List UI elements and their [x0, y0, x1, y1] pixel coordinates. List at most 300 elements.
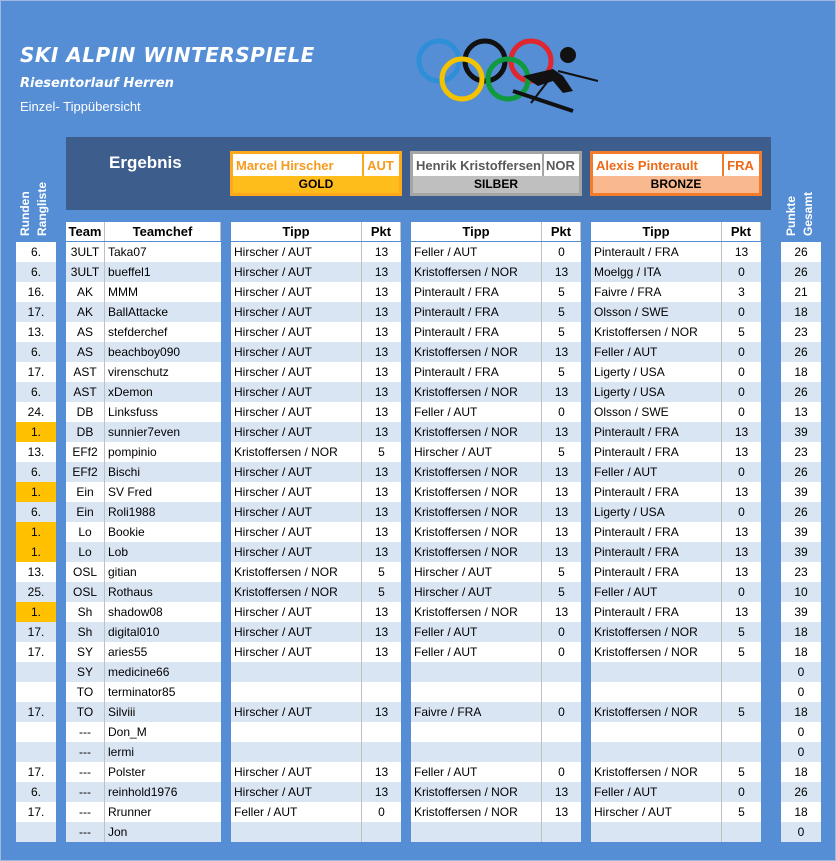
total-cell: 18: [781, 642, 821, 662]
tipp-3-cell: [591, 682, 722, 702]
pkt-1-cell: 5: [362, 562, 401, 582]
pkt-1-cell: 13: [362, 282, 401, 302]
total-cell: 13: [781, 402, 821, 422]
tipp-2-cell: Kristoffersen / NOR: [411, 482, 542, 502]
pkt-1-cell: 13: [362, 242, 401, 262]
team-cell: ---: [66, 762, 105, 782]
pkt-3-cell: 0: [722, 262, 761, 282]
teamchef-cell: aries55: [105, 642, 221, 662]
tipp-3-cell: Ligerty / USA: [591, 382, 722, 402]
tipp-3-cell: Pinterault / FRA: [591, 442, 722, 462]
result-label: Ergebnis: [109, 153, 182, 172]
tipp-3-cell: [591, 822, 722, 842]
tipp-3-cell: Pinterault / FRA: [591, 422, 722, 442]
pkt-3-cell: [722, 742, 761, 762]
pkt-3-cell: 0: [722, 302, 761, 322]
tipp-1-cell: Hirscher / AUT: [231, 622, 362, 642]
pkt-3-cell: 13: [722, 602, 761, 622]
tipp-2-cell: Kristoffersen / NOR: [411, 542, 542, 562]
pkt-3-cell: [722, 722, 761, 742]
rank-cell: 1.: [16, 542, 56, 562]
team-cell: Lo: [66, 522, 105, 542]
tipp-3-cell: Hirscher / AUT: [591, 802, 722, 822]
col-header-pkt-2: Pkt: [542, 222, 581, 241]
pkt-3-cell: 13: [722, 522, 761, 542]
gesamt-header: Gesamt: [801, 191, 815, 236]
tipp-2-cell: Pinterault / FRA: [411, 282, 542, 302]
tipp-2-cell: Hirscher / AUT: [411, 562, 542, 582]
rank-cell: 16.: [16, 282, 56, 302]
pkt-3-cell: 0: [722, 782, 761, 802]
tipp-1-cell: Kristoffersen / NOR: [231, 442, 362, 462]
rank-cell: 13.: [16, 322, 56, 342]
teamchef-cell: Roli1988: [105, 502, 221, 522]
tipp-1-cell: Hirscher / AUT: [231, 342, 362, 362]
bronze-name: Alexis Pinterault: [593, 154, 724, 178]
tipp-1-cell: [231, 722, 362, 742]
team-cell: SY: [66, 662, 105, 682]
rank-cell: 25.: [16, 582, 56, 602]
pkt-2-cell: 13: [542, 782, 581, 802]
pkt-1-cell: 13: [362, 782, 401, 802]
teamchef-cell: terminator85: [105, 682, 221, 702]
team-cell: SY: [66, 642, 105, 662]
tipp-2-cell: Kristoffersen / NOR: [411, 802, 542, 822]
pkt-2-cell: 0: [542, 402, 581, 422]
tipp-1-cell: Hirscher / AUT: [231, 302, 362, 322]
tipp-3-cell: Kristoffersen / NOR: [591, 702, 722, 722]
teamchef-cell: shadow08: [105, 602, 221, 622]
pkt-3-cell: [722, 682, 761, 702]
tipp-1-cell: Feller / AUT: [231, 802, 362, 822]
tipp-2-cell: Feller / AUT: [411, 642, 542, 662]
rank-cell: 6.: [16, 242, 56, 262]
team-cell: ---: [66, 802, 105, 822]
total-cell: 26: [781, 242, 821, 262]
silver-name: Henrik Kristoffersen: [413, 154, 544, 178]
team-cell: 3ULT: [66, 262, 105, 282]
pkt-3-cell: 3: [722, 282, 761, 302]
rank-cell: 13.: [16, 442, 56, 462]
tipp-3-cell: Pinterault / FRA: [591, 602, 722, 622]
tipp-1-cell: Hirscher / AUT: [231, 322, 362, 342]
tipp-2-cell: Hirscher / AUT: [411, 442, 542, 462]
tipp-3-cell: [591, 722, 722, 742]
pkt-2-cell: 13: [542, 602, 581, 622]
team-cell: DB: [66, 402, 105, 422]
pkt-1-cell: [362, 742, 401, 762]
col-header-pkt-1: Pkt: [362, 222, 401, 241]
pkt-2-cell: 5: [542, 562, 581, 582]
gold-label: GOLD: [233, 176, 399, 193]
team-cell: AST: [66, 362, 105, 382]
col-header-teamchef: Teamchef: [105, 222, 221, 241]
pkt-2-cell: 0: [542, 702, 581, 722]
team-cell: Ein: [66, 482, 105, 502]
team-cell: EFf2: [66, 462, 105, 482]
rank-cell: 6.: [16, 782, 56, 802]
teamchef-cell: Jon: [105, 822, 221, 842]
teamchef-cell: Rrunner: [105, 802, 221, 822]
rank-cell: 17.: [16, 702, 56, 722]
punkte-header: Punkte: [784, 195, 798, 236]
pkt-1-cell: 13: [362, 342, 401, 362]
silver-nation: NOR: [546, 158, 575, 173]
rank-cell: [16, 682, 56, 702]
pkt-3-cell: 5: [722, 322, 761, 342]
tipp-2-cell: Kristoffersen / NOR: [411, 422, 542, 442]
team-cell: Ein: [66, 502, 105, 522]
tipp-2-cell: [411, 682, 542, 702]
rank-cell: [16, 742, 56, 762]
rank-cell: 17.: [16, 642, 56, 662]
teamchef-cell: xDemon: [105, 382, 221, 402]
tipp-3-cell: Kristoffersen / NOR: [591, 322, 722, 342]
tipp-1-cell: Hirscher / AUT: [231, 782, 362, 802]
tipp-3-cell: Pinterault / FRA: [591, 242, 722, 262]
team-cell: AK: [66, 282, 105, 302]
total-cell: 39: [781, 482, 821, 502]
tipp-2-cell: Kristoffersen / NOR: [411, 462, 542, 482]
tipp-2-cell: [411, 722, 542, 742]
page-subtitle: Riesentorlauf Herren: [20, 76, 174, 91]
pkt-2-cell: 0: [542, 622, 581, 642]
rank-cell: 17.: [16, 622, 56, 642]
team-cell: Sh: [66, 622, 105, 642]
total-cell: 26: [781, 262, 821, 282]
teamchef-cell: Taka07: [105, 242, 221, 262]
pkt-1-cell: 13: [362, 362, 401, 382]
pkt-1-cell: 13: [362, 522, 401, 542]
total-cell: 39: [781, 602, 821, 622]
pkt-2-cell: 13: [542, 502, 581, 522]
pkt-2-cell: [542, 822, 581, 842]
tipp-1-cell: Hirscher / AUT: [231, 502, 362, 522]
total-cell: 26: [781, 462, 821, 482]
pkt-2-cell: 13: [542, 542, 581, 562]
tipp-2-cell: Kristoffersen / NOR: [411, 342, 542, 362]
tipp-3-cell: Faivre / FRA: [591, 282, 722, 302]
rank-cell: 1.: [16, 482, 56, 502]
pkt-1-cell: 13: [362, 322, 401, 342]
bronze-nation: FRA: [727, 158, 754, 173]
teamchef-cell: gitian: [105, 562, 221, 582]
rank-cell: 6.: [16, 462, 56, 482]
total-cell: 0: [781, 722, 821, 742]
pkt-2-cell: 13: [542, 462, 581, 482]
pkt-1-cell: 13: [362, 262, 401, 282]
col-header-tipp-2: Tipp: [411, 222, 542, 241]
pkt-2-cell: 5: [542, 442, 581, 462]
pkt-1-cell: 13: [362, 482, 401, 502]
pkt-2-cell: 13: [542, 382, 581, 402]
total-cell: 10: [781, 582, 821, 602]
tipp-2-cell: Feller / AUT: [411, 762, 542, 782]
rank-cell: 17.: [16, 762, 56, 782]
pkt-2-cell: 5: [542, 282, 581, 302]
tipp-1-cell: Hirscher / AUT: [231, 422, 362, 442]
pkt-1-cell: 13: [362, 462, 401, 482]
team-cell: ---: [66, 722, 105, 742]
pkt-3-cell: 13: [722, 482, 761, 502]
total-cell: 0: [781, 822, 821, 842]
silver-label: SILBER: [413, 176, 579, 193]
pkt-3-cell: [722, 822, 761, 842]
total-cell: 18: [781, 802, 821, 822]
tipp-3-cell: Feller / AUT: [591, 582, 722, 602]
tipp-1-cell: Hirscher / AUT: [231, 242, 362, 262]
rank-cell: 6.: [16, 382, 56, 402]
tipp-1-cell: [231, 742, 362, 762]
team-cell: ---: [66, 782, 105, 802]
olympic-skier-logo-icon: [413, 31, 603, 113]
total-cell: 23: [781, 562, 821, 582]
pkt-3-cell: 0: [722, 502, 761, 522]
tipp-2-cell: Pinterault / FRA: [411, 322, 542, 342]
tipp-2-cell: Feller / AUT: [411, 622, 542, 642]
total-cell: 0: [781, 682, 821, 702]
tipp-3-cell: Pinterault / FRA: [591, 482, 722, 502]
pkt-2-cell: [542, 662, 581, 682]
pkt-3-cell: 5: [722, 802, 761, 822]
gold-result-box: [230, 151, 402, 196]
pkt-1-cell: 13: [362, 422, 401, 442]
teamchef-cell: Lob: [105, 542, 221, 562]
tipp-3-cell: [591, 662, 722, 682]
team-cell: 3ULT: [66, 242, 105, 262]
tipp-2-cell: Kristoffersen / NOR: [411, 782, 542, 802]
rank-cell: 17.: [16, 362, 56, 382]
total-cell: 18: [781, 702, 821, 722]
tipp-1-cell: Hirscher / AUT: [231, 702, 362, 722]
rank-cell: 17.: [16, 802, 56, 822]
teamchef-cell: Linksfuss: [105, 402, 221, 422]
teamchef-cell: beachboy090: [105, 342, 221, 362]
rangliste-header: Rangliste: [35, 181, 49, 236]
tipp-2-cell: [411, 742, 542, 762]
total-cell: 26: [781, 382, 821, 402]
tipp-3-cell: Kristoffersen / NOR: [591, 762, 722, 782]
teamchef-cell: MMM: [105, 282, 221, 302]
tipp-2-cell: Kristoffersen / NOR: [411, 602, 542, 622]
gold-name: Marcel Hirscher: [233, 154, 364, 178]
tipp-1-cell: Hirscher / AUT: [231, 542, 362, 562]
tipp-1-cell: Hirscher / AUT: [231, 462, 362, 482]
pkt-1-cell: [362, 822, 401, 842]
pkt-3-cell: 5: [722, 762, 761, 782]
pkt-1-cell: [362, 722, 401, 742]
total-cell: 18: [781, 362, 821, 382]
pkt-3-cell: 0: [722, 402, 761, 422]
pkt-1-cell: 13: [362, 502, 401, 522]
rank-cell: [16, 662, 56, 682]
rank-cell: 17.: [16, 302, 56, 322]
pkt-2-cell: 5: [542, 302, 581, 322]
tipp-1-cell: [231, 822, 362, 842]
team-cell: TO: [66, 682, 105, 702]
pkt-3-cell: 0: [722, 462, 761, 482]
teamchef-cell: Bischi: [105, 462, 221, 482]
pkt-3-cell: 13: [722, 242, 761, 262]
total-cell: 18: [781, 622, 821, 642]
tipp-2-cell: [411, 822, 542, 842]
pkt-3-cell: 5: [722, 622, 761, 642]
team-cell: Sh: [66, 602, 105, 622]
tipp-3-cell: Moelgg / ITA: [591, 262, 722, 282]
teamchef-cell: Rothaus: [105, 582, 221, 602]
tipp-1-cell: Hirscher / AUT: [231, 602, 362, 622]
pkt-2-cell: 5: [542, 322, 581, 342]
team-cell: OSL: [66, 562, 105, 582]
tipp-1-cell: Hirscher / AUT: [231, 762, 362, 782]
pkt-3-cell: 0: [722, 582, 761, 602]
runden-header: Runden: [18, 191, 32, 236]
pkt-1-cell: 13: [362, 382, 401, 402]
team-cell: EFf2: [66, 442, 105, 462]
tipp-3-cell: Olsson / SWE: [591, 402, 722, 422]
pkt-3-cell: 13: [722, 442, 761, 462]
total-cell: 18: [781, 762, 821, 782]
team-cell: OSL: [66, 582, 105, 602]
pkt-1-cell: [362, 662, 401, 682]
tipp-2-cell: Feller / AUT: [411, 402, 542, 422]
total-cell: 23: [781, 322, 821, 342]
rank-cell: 1.: [16, 522, 56, 542]
team-cell: AS: [66, 322, 105, 342]
pkt-1-cell: 13: [362, 302, 401, 322]
tipp-1-cell: Hirscher / AUT: [231, 282, 362, 302]
tipp-3-cell: Ligerty / USA: [591, 362, 722, 382]
pkt-2-cell: [542, 682, 581, 702]
pkt-2-cell: 5: [542, 362, 581, 382]
teamchef-cell: SV Fred: [105, 482, 221, 502]
total-cell: 23: [781, 442, 821, 462]
teamchef-cell: pompinio: [105, 442, 221, 462]
total-cell: 39: [781, 422, 821, 442]
teamchef-cell: BallAttacke: [105, 302, 221, 322]
team-cell: Lo: [66, 542, 105, 562]
pkt-3-cell: 5: [722, 702, 761, 722]
pkt-2-cell: 13: [542, 802, 581, 822]
total-cell: 26: [781, 342, 821, 362]
rank-cell: 1.: [16, 422, 56, 442]
tipp-2-cell: Feller / AUT: [411, 242, 542, 262]
teamchef-cell: medicine66: [105, 662, 221, 682]
tipp-1-cell: Hirscher / AUT: [231, 642, 362, 662]
tipp-2-cell: Faivre / FRA: [411, 702, 542, 722]
teamchef-cell: bueffel1: [105, 262, 221, 282]
silver-result-box: [410, 151, 582, 196]
pkt-1-cell: 13: [362, 542, 401, 562]
pkt-3-cell: [722, 662, 761, 682]
tipp-2-cell: Kristoffersen / NOR: [411, 502, 542, 522]
pkt-3-cell: 13: [722, 542, 761, 562]
tipp-1-cell: Kristoffersen / NOR: [231, 582, 362, 602]
tipp-2-cell: Kristoffersen / NOR: [411, 522, 542, 542]
rank-cell: 1.: [16, 602, 56, 622]
rank-cell: [16, 722, 56, 742]
pkt-1-cell: 13: [362, 642, 401, 662]
pkt-3-cell: 0: [722, 342, 761, 362]
tipp-3-cell: Feller / AUT: [591, 342, 722, 362]
rank-cell: [16, 822, 56, 842]
teamchef-cell: reinhold1976: [105, 782, 221, 802]
pkt-3-cell: 5: [722, 642, 761, 662]
total-cell: 18: [781, 302, 821, 322]
team-cell: ---: [66, 822, 105, 842]
bronze-label: BRONZE: [593, 176, 759, 193]
team-cell: AST: [66, 382, 105, 402]
pkt-1-cell: 5: [362, 582, 401, 602]
pkt-2-cell: 13: [542, 262, 581, 282]
pkt-1-cell: 0: [362, 802, 401, 822]
teamchef-cell: virenschutz: [105, 362, 221, 382]
col-header-tipp-1: Tipp: [231, 222, 362, 241]
tipp-1-cell: Hirscher / AUT: [231, 522, 362, 542]
teamchef-cell: Polster: [105, 762, 221, 782]
page-subtitle-secondary: Einzel- Tippübersicht: [20, 99, 141, 114]
pkt-2-cell: 13: [542, 482, 581, 502]
pkt-1-cell: 13: [362, 622, 401, 642]
team-cell: ---: [66, 742, 105, 762]
bronze-result-box: [590, 151, 762, 196]
tipp-2-cell: [411, 662, 542, 682]
rank-cell: 6.: [16, 342, 56, 362]
tipp-3-cell: Kristoffersen / NOR: [591, 642, 722, 662]
pkt-1-cell: 13: [362, 762, 401, 782]
tipp-3-cell: Pinterault / FRA: [591, 522, 722, 542]
tipp-1-cell: Hirscher / AUT: [231, 402, 362, 422]
pkt-1-cell: 13: [362, 602, 401, 622]
total-cell: 39: [781, 542, 821, 562]
tipp-1-cell: Hirscher / AUT: [231, 362, 362, 382]
teamchef-cell: sunnier7even: [105, 422, 221, 442]
pkt-1-cell: 5: [362, 442, 401, 462]
pkt-2-cell: 13: [542, 342, 581, 362]
tipp-2-cell: Pinterault / FRA: [411, 302, 542, 322]
tipp-2-cell: Hirscher / AUT: [411, 582, 542, 602]
teamchef-cell: digital010: [105, 622, 221, 642]
total-cell: 26: [781, 782, 821, 802]
pkt-1-cell: 13: [362, 702, 401, 722]
pkt-2-cell: 0: [542, 642, 581, 662]
total-cell: 26: [781, 502, 821, 522]
pkt-2-cell: 13: [542, 422, 581, 442]
teamchef-cell: stefderchef: [105, 322, 221, 342]
tipp-2-cell: Kristoffersen / NOR: [411, 382, 542, 402]
tipp-2-cell: Kristoffersen / NOR: [411, 262, 542, 282]
total-cell: 39: [781, 522, 821, 542]
tipp-2-cell: Pinterault / FRA: [411, 362, 542, 382]
pkt-2-cell: [542, 742, 581, 762]
tipp-3-cell: Olsson / SWE: [591, 302, 722, 322]
pkt-1-cell: [362, 682, 401, 702]
teamchef-cell: lermi: [105, 742, 221, 762]
pkt-3-cell: 13: [722, 562, 761, 582]
col-header-pkt-3: Pkt: [722, 222, 761, 241]
tipp-3-cell: Pinterault / FRA: [591, 542, 722, 562]
teamchef-cell: Don_M: [105, 722, 221, 742]
pkt-2-cell: [542, 722, 581, 742]
tipp-3-cell: Feller / AUT: [591, 462, 722, 482]
col-header-team: Team: [66, 222, 105, 241]
pkt-2-cell: 5: [542, 582, 581, 602]
rank-cell: 13.: [16, 562, 56, 582]
tipp-3-cell: [591, 742, 722, 762]
rank-cell: 6.: [16, 502, 56, 522]
pkt-2-cell: 13: [542, 522, 581, 542]
pkt-3-cell: 0: [722, 382, 761, 402]
